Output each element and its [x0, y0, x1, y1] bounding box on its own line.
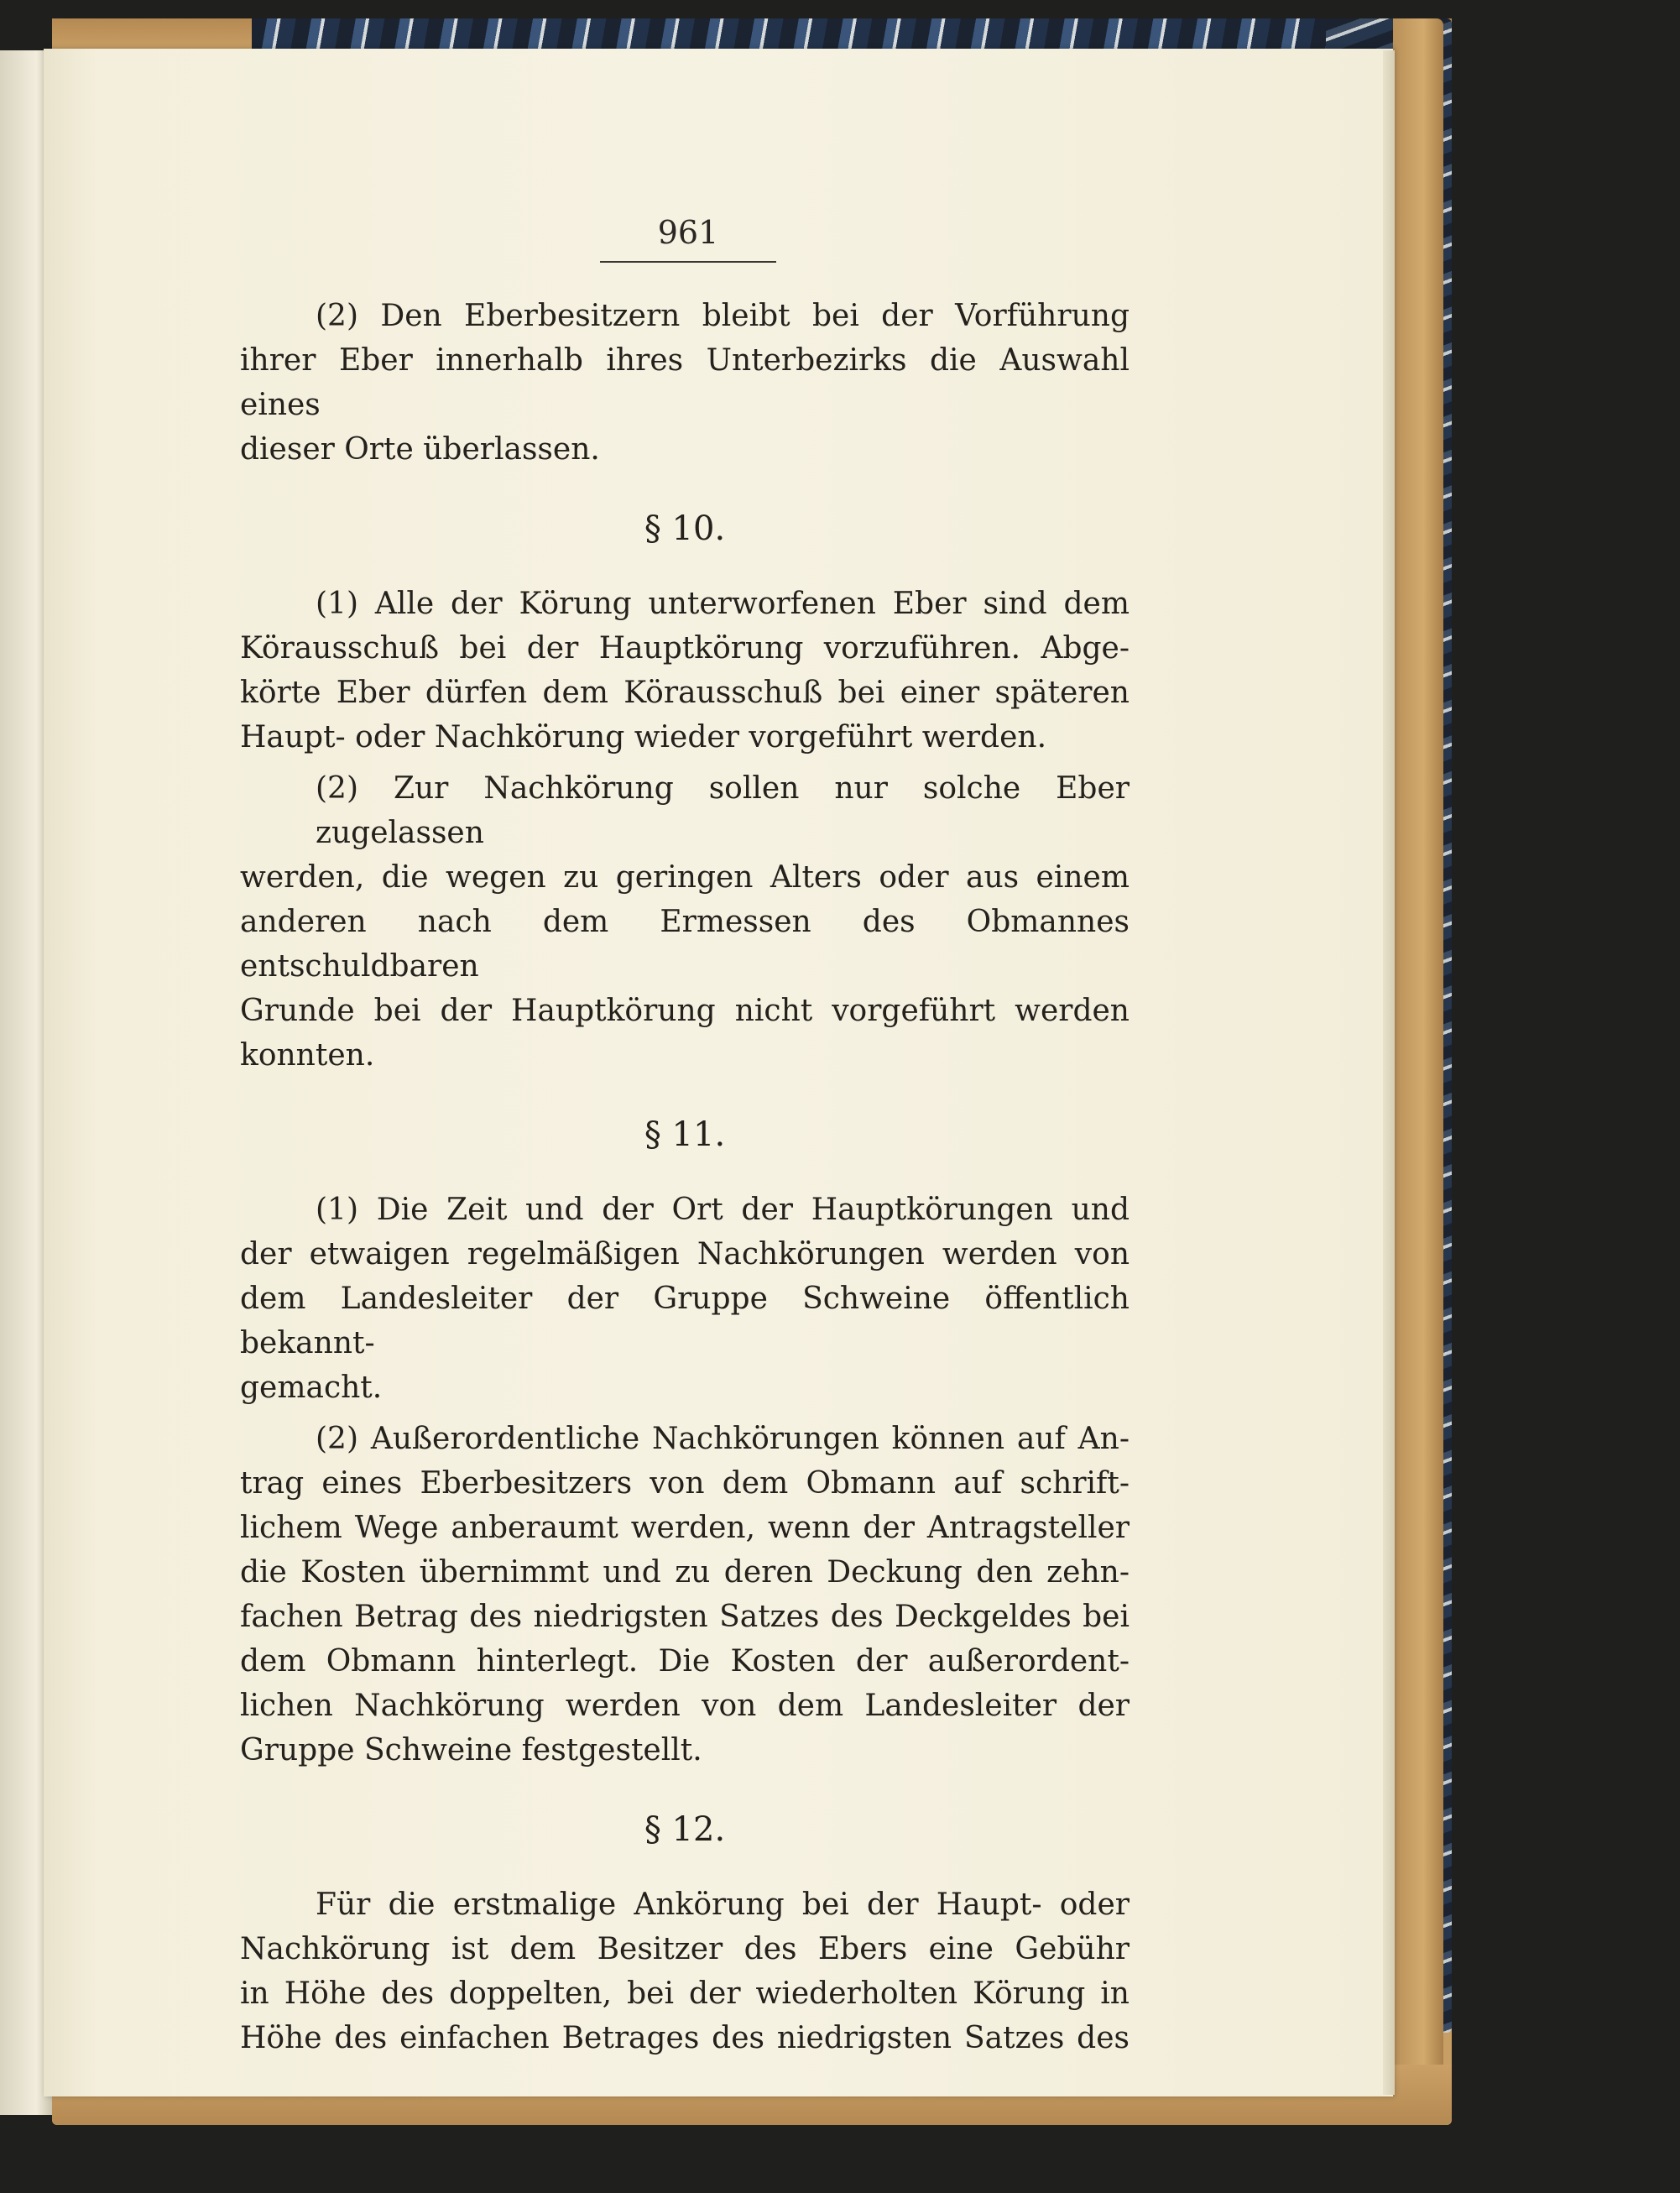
text-line: werden, die wegen zu geringen Alters oder aus einem — [240, 860, 1130, 895]
text-line: dem Landesleiter der Gruppe Schweine öffentlich bekannt- — [240, 1282, 1130, 1360]
paragraph — [240, 1188, 1130, 1410]
text-line: anderen nach dem Ermessen des Obmannes entschuldbaren — [240, 905, 1130, 984]
text-line: Nachkörung ist dem Besitzer des Ebers eine Gebühr — [240, 1932, 1130, 1966]
page-text — [240, 294, 1130, 2067]
text-line: der etwaigen regelmäßigen Nachkörungen werden von — [240, 1237, 1130, 1271]
section-heading: § 10. — [644, 509, 726, 548]
text-line: (1) Die Zeit und der Ort der Hauptkörungen und — [316, 1193, 1130, 1227]
paragraph — [240, 294, 1130, 472]
section-heading: § 11. — [644, 1115, 726, 1154]
text-line: lichem Wege anberaumt werden, wenn der Antragsteller — [240, 1511, 1130, 1545]
text-line: Körausschuß bei der Hauptkörung vorzuführen. Abge- — [240, 631, 1130, 666]
page-stack-edge — [1383, 50, 1395, 2095]
text-line: lichen Nachkörung werden von dem Landesleiter der — [240, 1689, 1130, 1723]
text-line: (2) Zur Nachkörung sollen nur solche Eber zugelassen — [316, 771, 1130, 850]
text-line: Haupt- oder Nachkörung wieder vorgeführt werden. — [240, 720, 1047, 754]
text-line: trag eines Eberbesitzers von dem Obmann auf schrift- — [240, 1466, 1130, 1501]
text-line: Für die erstmalige Ankörung bei der Haupt- oder — [316, 1888, 1130, 1922]
text-line: (1) Alle der Körung unterworfenen Eber sind dem — [316, 587, 1130, 621]
text-line: Gruppe Schweine festgestellt. — [240, 1733, 702, 1767]
cover-right-edge — [1393, 18, 1443, 2125]
text-line: Höhe des einfachen Betrages des niedrigsten Satzes des — [240, 2021, 1130, 2055]
text-line: in Höhe des doppelten, bei der wiederholten Körung in — [240, 1976, 1130, 2011]
paragraph — [240, 1417, 1130, 1773]
text-line: dem Obmann hinterlegt. Die Kosten der außerordent- — [240, 1644, 1130, 1679]
text-line: (2) Außerordentliche Nachkörungen können auf An- — [316, 1422, 1130, 1456]
text-line: dieser Orte überlassen. — [240, 432, 600, 467]
paragraph — [240, 1882, 1130, 2060]
text-line: Grunde bei der Hauptkörung nicht vorgeführt werden — [240, 994, 1130, 1028]
text-line: fachen Betrag des niedrigsten Satzes des Deckgeldes bei — [240, 1600, 1130, 1634]
paragraph — [240, 766, 1130, 1078]
marbled-top-strip — [252, 18, 1326, 52]
section-heading: § 12. — [644, 1810, 726, 1849]
text-line: körte Eber dürfen dem Körausschuß bei einer späteren — [240, 676, 1130, 710]
text-line: (2) Den Eberbesitzern bleibt bei der Vorführung — [316, 299, 1130, 333]
text-line: die Kosten übernimmt und zu deren Deckung den zehn- — [240, 1555, 1130, 1590]
text-line: ihrer Eber innerhalb ihres Unterbezirks die Auswahl eines — [240, 343, 1130, 422]
page-number: 961 — [600, 214, 776, 263]
text-line: gemacht. — [240, 1371, 383, 1405]
paragraph — [240, 582, 1130, 760]
text-line: konnten. — [240, 1038, 375, 1073]
